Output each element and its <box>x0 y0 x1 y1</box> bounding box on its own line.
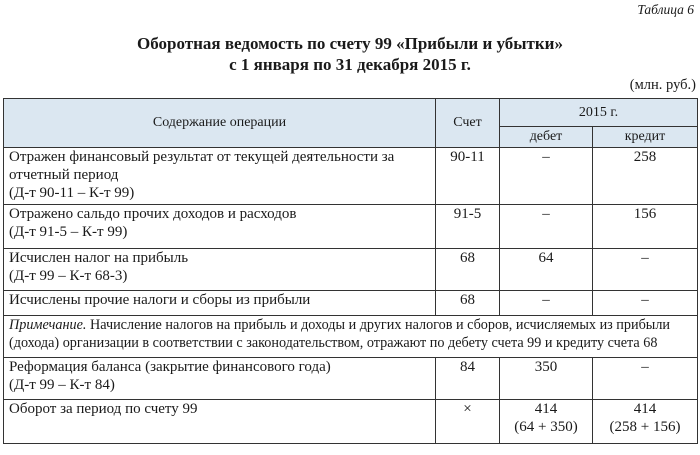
header-account: Счет <box>436 99 500 148</box>
header-credit: кредит <box>593 127 698 148</box>
debit-cell: 350 <box>500 358 593 400</box>
table-row <box>4 205 698 249</box>
operation-entry: (Д-т 99 – К-т 68-3) <box>9 268 128 284</box>
operation-text: Отражен финансовый результат от текущей деятельности за отчетный период <box>9 149 395 183</box>
operation-cell <box>4 249 436 291</box>
credit-cell: – <box>593 358 698 400</box>
operation-cell <box>4 205 436 249</box>
debit-cell: 64 <box>500 249 593 291</box>
operation-cell: Оборот за период по счету 99 <box>4 400 436 444</box>
unit-note: (млн. руб.) <box>629 77 696 93</box>
operation-entry: (Д-т 91-5 – К-т 99) <box>9 224 128 240</box>
header-year: 2015 г. <box>500 99 698 127</box>
debit-breakdown: (64 + 350) <box>514 419 578 435</box>
note-row <box>4 316 698 358</box>
account-cell: × <box>436 400 500 444</box>
operation-cell <box>4 291 436 316</box>
table-number-label: Таблица 6 <box>637 2 694 17</box>
account-cell: 90-11 <box>436 148 500 205</box>
table-row <box>4 358 698 400</box>
account-cell: 68 <box>436 249 500 291</box>
table-row <box>4 291 698 316</box>
document-period: с 1 января по 31 декабря 2015 г. <box>229 55 471 74</box>
credit-total: 414 <box>633 401 657 417</box>
operation-text: Исчислен налог на прибыль <box>9 250 189 266</box>
operation-text: Отражено сальдо прочих доходов и расходов <box>9 206 297 222</box>
operation-text: Исчислены прочие налоги и сборы из прибыли <box>9 292 311 308</box>
table-row <box>4 249 698 291</box>
credit-cell: – <box>593 291 698 316</box>
turnover-table <box>3 98 698 444</box>
credit-cell: 258 <box>593 148 698 205</box>
debit-cell: – <box>500 148 593 205</box>
operation-cell <box>4 358 436 400</box>
header-operation: Содержание операции <box>4 99 436 148</box>
credit-breakdown: (258 + 156) <box>609 419 681 435</box>
document-title: Оборотная ведомость по счету 99 «Прибыли и убытки» <box>137 34 563 53</box>
account-cell: 68 <box>436 291 500 316</box>
credit-cell <box>593 400 698 444</box>
note-text: Начисление налогов на прибыль и доходы и других налогов и сборов, исчисляемых из прибыли (дохода) организации в соответствии с законодательством, отражают по дебету счета 99 и кредиту счета 68 <box>9 317 671 351</box>
account-cell: 84 <box>436 358 500 400</box>
operation-entry: (Д-т 99 – К-т 84) <box>9 377 115 393</box>
credit-cell: – <box>593 249 698 291</box>
operation-cell <box>4 148 436 205</box>
note-lead: Примечание. <box>9 317 87 333</box>
table-row <box>4 148 698 205</box>
account-cell: 91-5 <box>436 205 500 249</box>
debit-total: 414 <box>534 401 558 417</box>
debit-cell: – <box>500 291 593 316</box>
debit-cell: – <box>500 205 593 249</box>
operation-text: Реформация баланса (закрытие финансового года) <box>9 359 331 375</box>
operation-entry: (Д-т 90-11 – К-т 99) <box>9 185 135 201</box>
header-debit: дебет <box>500 127 593 148</box>
total-row <box>4 400 698 444</box>
debit-cell <box>500 400 593 444</box>
credit-cell: 156 <box>593 205 698 249</box>
note-cell <box>4 316 698 358</box>
